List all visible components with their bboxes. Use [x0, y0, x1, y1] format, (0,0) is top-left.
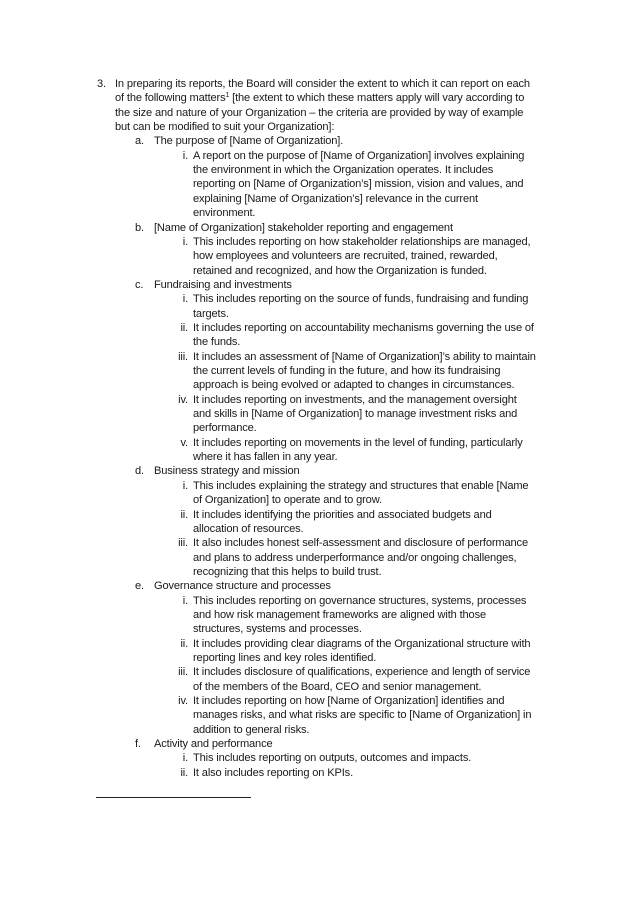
footnote-reference[interactable]: 1	[225, 92, 230, 100]
point-marker: ii.	[180, 637, 188, 650]
point-marker: i.	[182, 235, 188, 248]
point-text-line: It includes identifying the priorities and associated budgets and	[193, 508, 492, 521]
section-marker: f.	[135, 738, 141, 751]
point-marker: v.	[180, 436, 188, 449]
point-text-line: and how risk management frameworks are aligned with those	[193, 608, 486, 621]
point-marker: iii.	[178, 537, 188, 550]
item-text-line: In preparing its reports, the Board will consider the extent to which it can report on each	[115, 78, 530, 90]
point-text-line: This includes reporting on governance structures, systems, processes	[193, 594, 527, 607]
point-marker: i.	[182, 479, 188, 492]
section-marker: b.	[135, 221, 144, 234]
point-text-line: the funds.	[193, 336, 241, 349]
item-text-fragment: of the following matters	[115, 92, 226, 105]
point-text-line: It includes reporting on movements in the level of funding, particularly	[193, 436, 523, 449]
point-text-line: performance.	[193, 422, 257, 435]
point-text-line: the current levels of funding in the future, and how its fundraising	[193, 365, 501, 377]
point-text-line: explaining [Name of Organization’s] relevance in the current	[193, 192, 478, 205]
point-marker: i.	[182, 594, 188, 607]
point-text-line: structures, systems and processes.	[193, 623, 362, 636]
point-text-line: reporting on [Name of Organization’s] mission, vision and values, and	[193, 178, 524, 191]
section-marker: e.	[135, 580, 144, 593]
point-text-line: It includes reporting on investments, and the management oversight	[193, 393, 517, 406]
point-text-line: This includes explaining the strategy and structures that enable [Name	[193, 479, 529, 492]
section-marker: d.	[135, 465, 144, 478]
section-marker: a.	[135, 135, 144, 148]
point-marker: iii.	[178, 350, 188, 363]
point-marker: iv.	[178, 695, 188, 708]
point-text-line: the environment in which the Organization operates. It includes	[193, 164, 494, 177]
point-text-line: This includes reporting on the source of funds, fundraising and funding	[193, 293, 529, 306]
section-title: The purpose of [Name of Organization].	[154, 135, 344, 148]
section-title: Business strategy and mission	[154, 465, 300, 478]
point-text-line: recognizing that this helps to build trust.	[193, 565, 382, 578]
point-text-line: allocation of resources.	[193, 522, 304, 535]
point-text-line: of Organization] to operate and to grow.	[193, 494, 382, 507]
point-marker: ii.	[180, 321, 188, 334]
item-text-line: the size and nature of your Organization – the criteria are provided by way of example	[115, 106, 524, 119]
section-title: Fundraising and investments	[154, 278, 292, 291]
section-title: Governance structure and processes	[154, 580, 331, 593]
point-marker: i.	[182, 293, 188, 306]
point-text-line: reporting lines and key roles identified.	[193, 652, 377, 664]
point-text-line: It includes reporting on accountability mechanisms governing the use of	[193, 321, 534, 334]
point-text-line: targets.	[193, 307, 229, 320]
point-text-line: addition to general risks.	[193, 723, 310, 736]
point-text-line: where it has fallen in any year.	[193, 451, 338, 464]
point-text-line: approach is being evolved or adapted to changes in circumstances.	[193, 379, 515, 392]
footnote-separator	[96, 797, 251, 798]
point-text-line: It includes reporting on how [Name of Organization] identifies and	[193, 695, 505, 708]
point-marker: ii.	[180, 508, 188, 521]
item-text-line: but can be modified to suit your Organization]:	[115, 121, 335, 134]
item-text-line	[115, 91, 524, 105]
point-text-line: how employees and volunteers are recruited, trained, rewarded,	[193, 250, 498, 263]
point-text-line: environment.	[193, 207, 256, 220]
point-marker: i.	[182, 149, 188, 162]
point-text-line: A report on the purpose of [Name of Organization] involves explaining	[193, 149, 525, 162]
point-text-line: It includes providing clear diagrams of the Organizational structure with	[193, 637, 531, 650]
point-text-line: and plans to address underperformance and/or ongoing challenges,	[193, 551, 517, 564]
point-marker: iv.	[178, 393, 188, 406]
point-marker: i.	[182, 752, 188, 765]
item-number: 3.	[97, 78, 106, 90]
section-marker: c.	[135, 278, 144, 291]
point-marker: iii.	[178, 666, 188, 679]
point-text-line: of the members of the Board, CEO and senior management.	[193, 680, 482, 693]
point-text-line: It also includes reporting on KPIs.	[193, 766, 354, 779]
point-text-line: It also includes honest self-assessment and disclosure of performance	[193, 537, 528, 550]
item-text-fragment: [the extent to which these matters apply will vary according to	[229, 92, 525, 105]
section-title: Activity and performance	[154, 738, 273, 751]
point-text-line: It includes disclosure of qualifications, experience and length of service	[193, 666, 531, 679]
point-text-line: It includes an assessment of [Name of Organization]’s ability to maintain	[193, 350, 536, 363]
point-text-line: manages risks, and what risks are specific to [Name of Organization] in	[193, 709, 532, 722]
point-text-line: This includes reporting on how stakeholder relationships are managed,	[193, 235, 531, 248]
point-marker: ii.	[180, 766, 188, 779]
point-text-line: retained and recognized, and how the Organization is funded.	[193, 264, 487, 277]
point-text-line: This includes reporting on outputs, outcomes and impacts.	[193, 752, 472, 765]
point-text-line: and skills in [Name of Organization] to manage investment risks and	[193, 408, 518, 421]
section-title: [Name of Organization] stakeholder reporting and engagement	[154, 221, 453, 234]
